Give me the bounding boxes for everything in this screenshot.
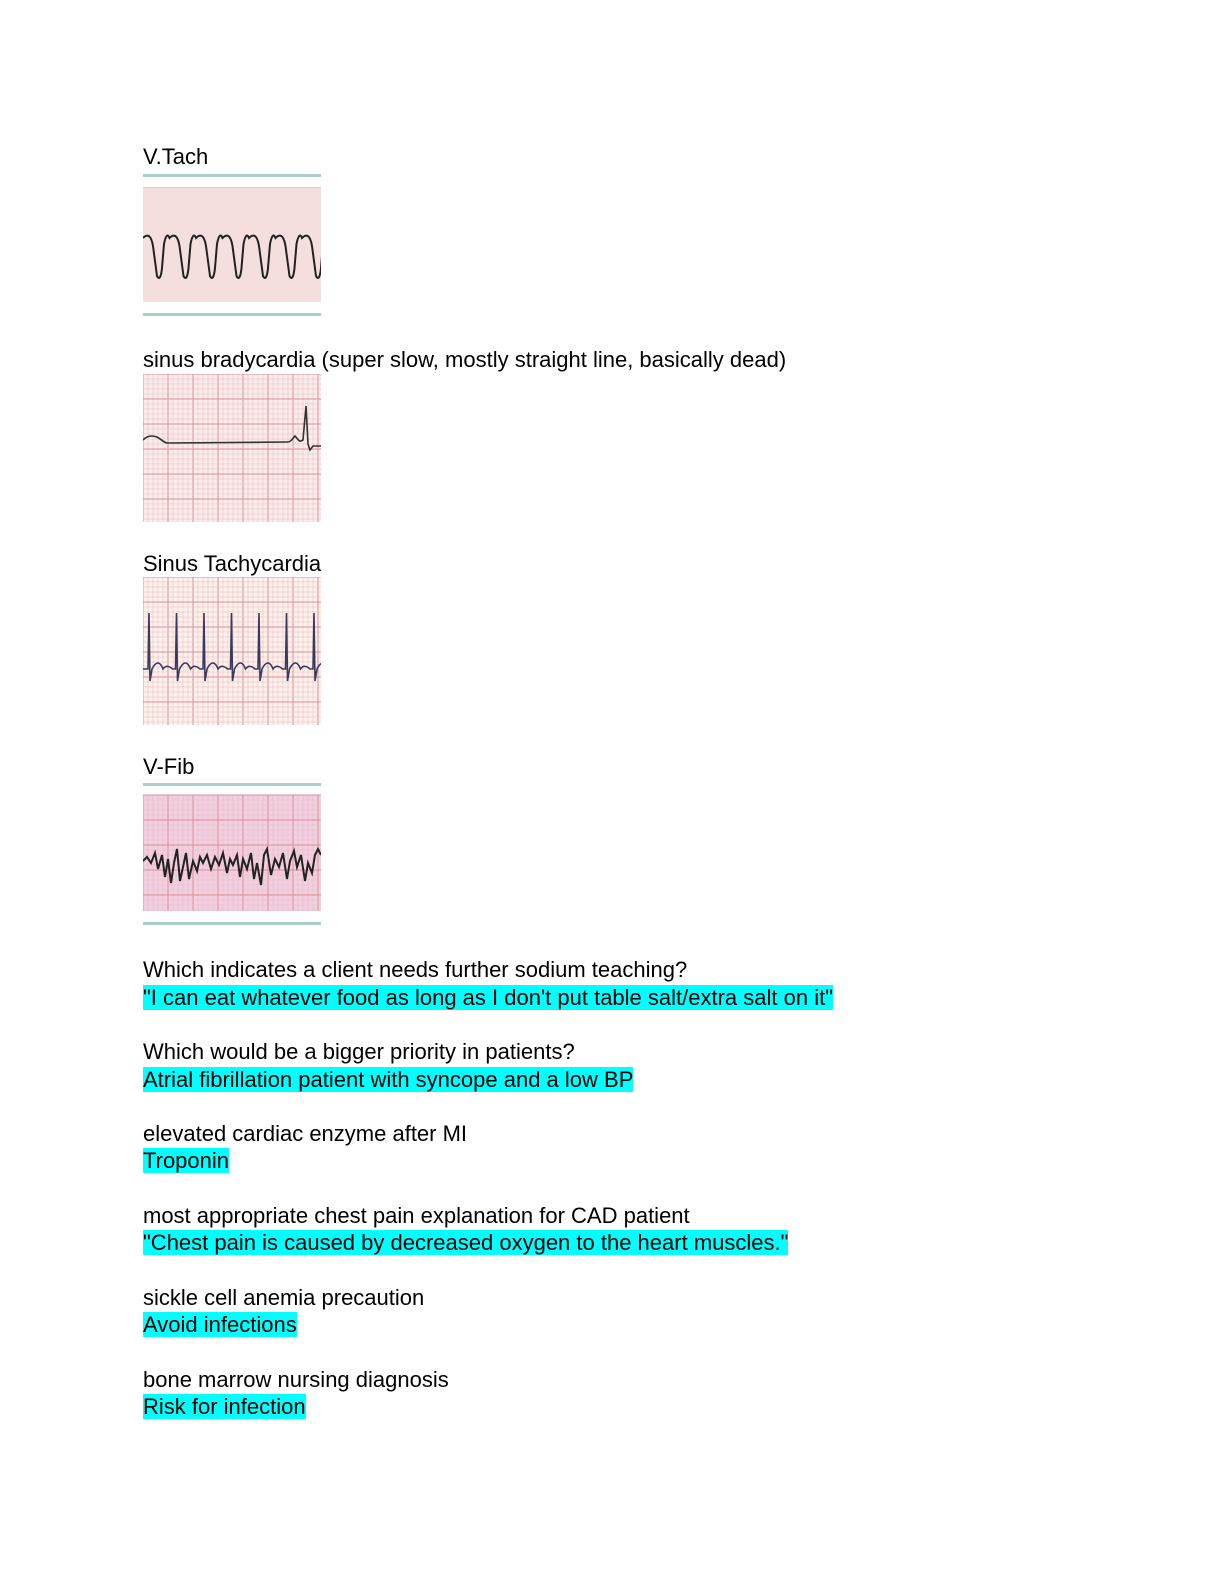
answer-chest-pain: "Chest pain is caused by decreased oxygen to the heart muscles." (143, 1230, 789, 1255)
sinus-tachycardia-label: Sinus Tachycardia (143, 551, 322, 576)
question-priority-patient: Which would be a bigger priority in patients? (143, 1039, 575, 1064)
question-sodium-teaching: Which indicates a client needs further sodium teaching? (143, 957, 688, 982)
question-chest-pain: most appropriate chest pain explanation for CAD patient (143, 1203, 690, 1228)
answer-bone-marrow: Risk for infection (143, 1394, 306, 1419)
vtach-ecg-strip (143, 174, 321, 316)
sinus-tachycardia-ecg-strip (143, 577, 321, 725)
answer-priority-patient: Atrial fibrillation patient with syncope and a low BP (143, 1067, 634, 1092)
answer-cardiac-enzyme: Troponin (143, 1148, 230, 1173)
question-bone-marrow: bone marrow nursing diagnosis (143, 1367, 449, 1392)
answer-sickle-cell: Avoid infections (143, 1312, 297, 1337)
answer-sodium-teaching: "I can eat whatever food as long as I don't put table salt/extra salt on it" (143, 985, 834, 1010)
brady-paper (143, 374, 321, 522)
question-cardiac-enzyme: elevated cardiac enzyme after MI (143, 1121, 468, 1146)
vfib-label: V-Fib (143, 754, 195, 779)
sinus-bradycardia-ecg-strip (143, 374, 321, 522)
sinus-bradycardia-label: sinus bradycardia (super slow, mostly straight line, basically dead) (143, 347, 787, 372)
vtach-label: V.Tach (143, 144, 209, 169)
vfib-ecg-strip (143, 783, 321, 925)
question-sickle-cell: sickle cell anemia precaution (143, 1285, 425, 1310)
